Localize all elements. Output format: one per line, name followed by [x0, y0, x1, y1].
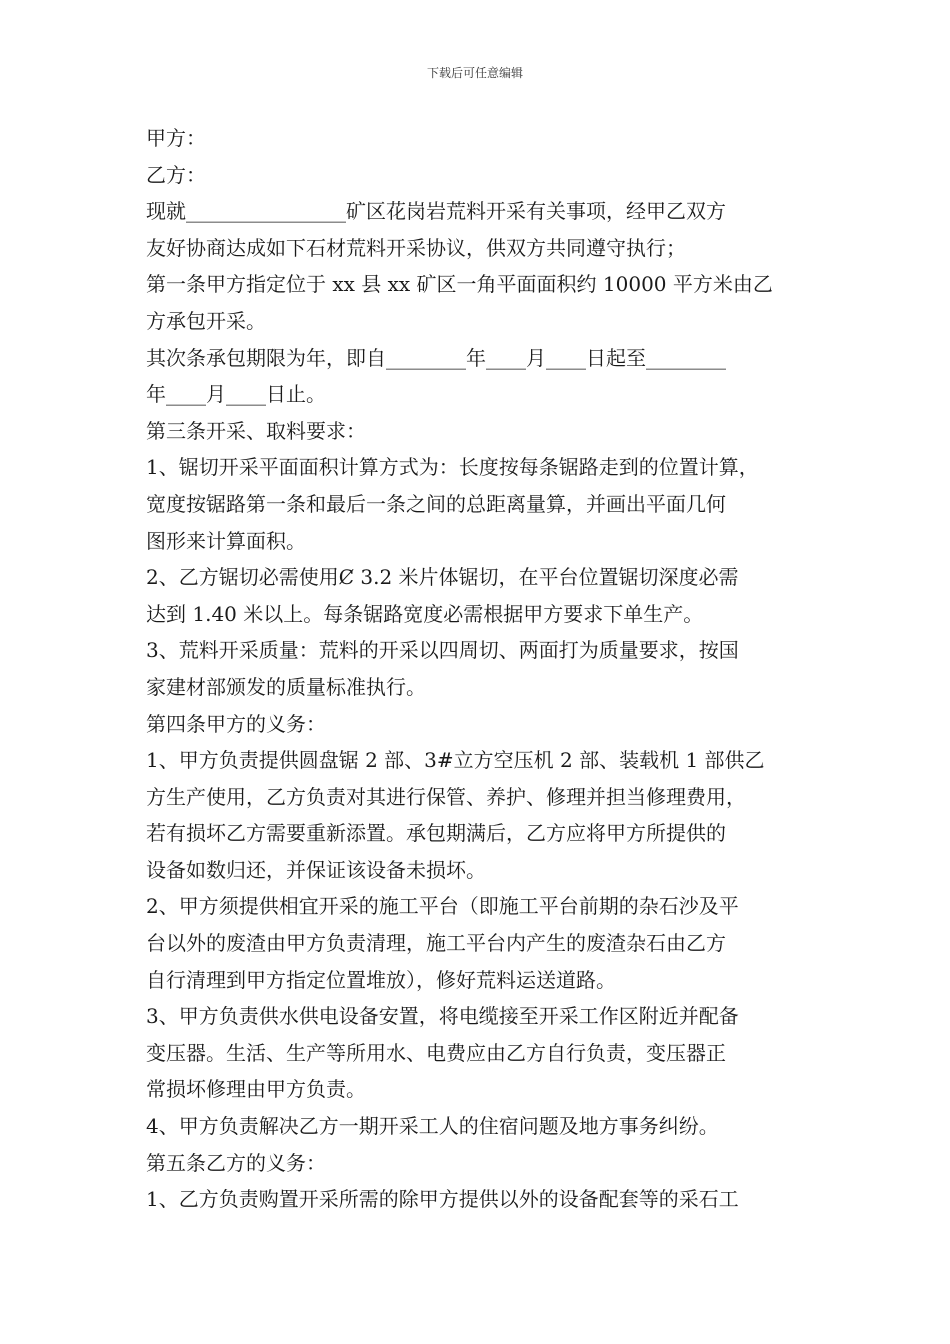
text-line: 3、荒料开采质量：荒料的开采以四周切、两面打为质量要求，按国: [146, 638, 739, 663]
text-line: 变压器。生活、生产等所用水、电费应由乙方自行负责，变压器正: [146, 1040, 726, 1065]
text-line: 第四条甲方的义务：: [146, 711, 326, 736]
text-line: 方生产使用，乙方负责对其进行保管、养护、修理并担当修理费用，: [146, 784, 746, 809]
text-line: 友好协商达成如下石材荒料开采协议，供双方共同遵守执行；: [146, 235, 686, 260]
document-body: [146, 120, 814, 1218]
text-line: 1、锯切开采平面面积计算方式为：长度按每条锯路走到的位置计算，: [146, 455, 759, 480]
text-line: 4、甲方负责解决乙方一期开采工人的住宿问题及地方事务纠纷。: [146, 1114, 719, 1139]
text-line: 2、乙方锯切必需使用Ȼ 3.2 米片体锯切，在平台位置锯切深度必需: [146, 565, 739, 590]
text-line: 第五条乙方的义务：: [146, 1150, 326, 1175]
text-line: 乙方：: [146, 162, 206, 187]
text-line: 1、甲方负责提供圆盘锯 2 部、3#立方空压机 2 部、装载机 1 部供乙: [146, 748, 765, 773]
page-header: 下载后可任意编辑: [426, 66, 523, 80]
text-line: 第一条甲方指定位于 xx 县 xx 矿区一角平面面积约 10000 平方米由乙: [146, 272, 773, 297]
text-line: 常损坏修理由甲方负责。: [146, 1077, 366, 1102]
text-line: 宽度按锯路第一条和最后一条之间的总距离量算，并画出平面几何: [146, 491, 726, 516]
text-line: 自行清理到甲方指定位置堆放），修好荒料运送道路。: [146, 967, 616, 992]
text-line: 其次条承包期限为年，即自________年____月____日起至________: [146, 345, 726, 370]
text-line: 第三条开采、取料要求：: [146, 418, 366, 443]
text-line: 甲方：: [146, 126, 206, 150]
text-line: 台以外的废渣由甲方负责清理，施工平台内产生的废渣杂石由乙方: [146, 931, 726, 956]
text-line: 设备如数归还，并保证该设备未损坏。: [146, 857, 486, 882]
text-line: 若有损坏乙方需要重新添置。承包期满后，乙方应将甲方所提供的: [146, 821, 726, 846]
text-line: 图形来计算面积。: [146, 528, 306, 553]
text-line: 1、乙方负责购置开采所需的除甲方提供以外的设备配套等的采石工: [146, 1187, 739, 1212]
text-line: 年____月____日止。: [146, 382, 326, 407]
text-line: 达到 1.40 米以上。每条锯路宽度必需根据甲方要求下单生产。: [146, 601, 704, 626]
text-line: 3、甲方负责供水供电设备安置，将电缆接至开采工作区附近并配备: [146, 1004, 739, 1029]
text-line: 2、甲方须提供相宜开采的施工平台（即施工平台前期的杂石沙及平: [146, 894, 739, 919]
text-line: 方承包开采。: [146, 308, 266, 333]
text-line: 现就________________矿区花岗岩荒料开采有关事项，经甲乙双方: [146, 199, 726, 224]
text-line: 家建材部颁发的质量标准执行。: [146, 674, 426, 699]
